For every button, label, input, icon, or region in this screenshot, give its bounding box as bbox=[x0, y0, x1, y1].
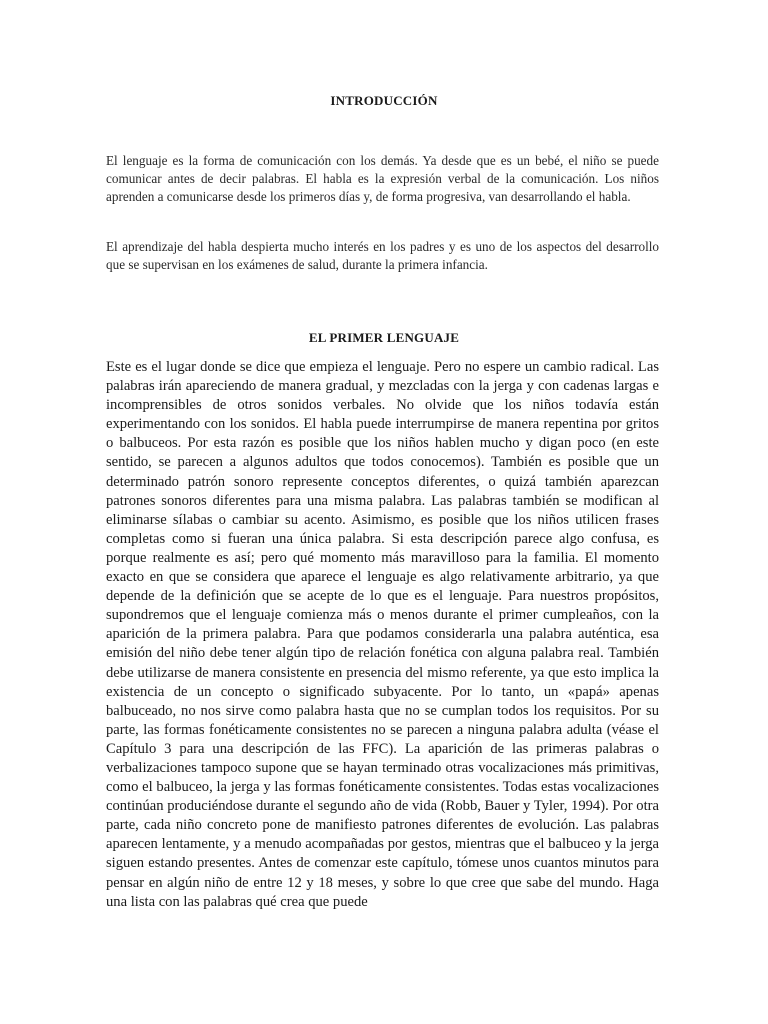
intro-paragraph-1: El lenguaje es la forma de comunicación con los demás. Ya desde que es un bebé, el niño se puede comunicar antes de decir palabras. El habla es la expresión verbal de la comunicación. Los niños aprenden a comunicarse desde los primeros días y, de forma progresiva, van desarrollando el habla. bbox=[106, 153, 659, 204]
section-heading: EL PRIMER LENGUAJE bbox=[308, 330, 460, 345]
intro-heading: INTRODUCCIÓN bbox=[330, 93, 438, 108]
intro-paragraph-2: El aprendizaje del habla despierta mucho interés en los padres y es uno de los aspectos del desarrollo que se supervisan en los exámenes de salud, durante la primera infancia. bbox=[106, 239, 659, 272]
section-body-paragraph: Este es el lugar donde se dice que empieza el lenguaje. Pero no espere un cambio radical. Las palabras irán apareciendo de manera gradual, y mezcladas con la jerga y con cadenas largas e incomprensibles de otros sonidos verbales. No olvide que los niños todavía están experimentando con los sonidos. El habla puede interrumpirse de manera repentina por gritos o balbuceos. Por esta razón es posible que los niños hablen mucho y digan poco (en este sentido, se parecen a algunos adultos que todos conocemos). También es posible que un determinado patrón sonoro represente conceptos diferentes, o quizá también aparezcan patrones sonoros diferentes para una misma palabra. Las palabras también se modifican al eliminarse sílabas o cambiar su acento. Asimismo, es posible que los niños utilicen frases completas como si fueran una única palabra. Si esta descripción parece algo confusa, es porque realmente es así; pero qué momento más maravilloso para la familia. El momento exacto en que se considera que aparece el lenguaje es algo relativamente arbitrario, ya que depende de la definición que se acepte de lo que es el lenguaje. Para nuestros propósitos, supondremos que el lenguaje comienza más o menos durante el primer cumpleaños, con la aparición de la primera palabra. Para que podamos considerarla una palabra auténtica, esa emisión del niño debe tener algún tipo de relación fonética con alguna palabra real. También debe utilizarse de manera consistente en presencia del mismo referente, ya que esto implica la existencia de un concepto o significado subyacente. Por lo tanto, un «papá» apenas balbuceado, no nos sirve como palabra hasta que no se cumplan todos los requisitos. Por su parte, las formas fonéticamente consistentes no se parecen a ninguna palabra adulta (véase el Capítulo 3 para una descripción de las FFC). La aparición de las primeras palabras o verbalizaciones tampoco supone que se hayan terminado otras vocalizaciones más primitivas, como el balbuceo, la jerga y las formas fonéticamente consistentes. Todas estas vocalizaciones continúan produciéndose durante el segundo año de vida (Robb, Bauer y Tyler, 1994). Por otra parte, cada niño concreto pone de manifiesto patrones diferentes de evolución. Las palabras aparecen lentamente, y a menudo acompañadas por gestos, mientras que el balbuceo y la jerga siguen estando presentes. Antes de comenzar este capítulo, tómese unos cuantos minutos para pensar en algún niño de entre 12 y 18 meses, y sobre lo que cree que sabe del mundo. Haga una lista con las palabras qué crea que puede bbox=[106, 359, 659, 910]
